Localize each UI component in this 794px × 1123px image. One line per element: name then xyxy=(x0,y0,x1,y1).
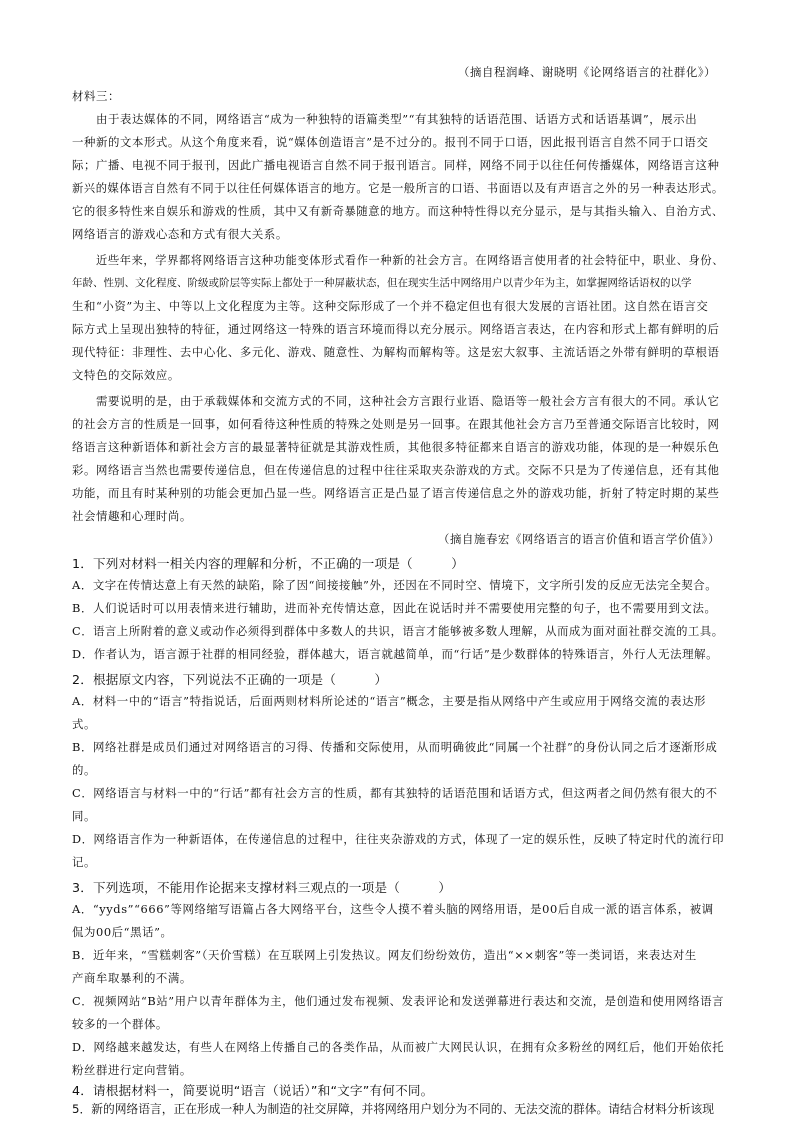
paragraph-line: 功能，而且有时某种别的功能会更加凸显一些。网络语言正是凸显了语言传递信息之外的游戏功能，折射了特定时期的某些 xyxy=(72,486,720,500)
paragraph-line: 它的很多特性来自娱乐和游戏的性质，其中又有新奇暴随意的地方。而这种特性得以充分显示，是与其指头输入、自治方式、 xyxy=(72,205,724,218)
option-c: C．视频网站“B站”用户以青年群体为主，他们通过发布视频、发表评论和发送弹幕进行表达和交流，是创造和使用网络语言 xyxy=(72,994,725,1008)
option-d-cont: 记。 xyxy=(72,855,96,869)
option-b: B．人们说话时可以用表情来进行辅助，进而补充传情达意，因此在说话时并不需要使用完整的句子，也不需要用到文法。 xyxy=(72,601,717,615)
paragraph-line: 新兴的媒体语言自然有不同于以往任何媒体语言的地方。它是一般所言的口语、书面语以及有声语言之外的另一种表达形式。 xyxy=(72,182,724,195)
paragraph-line: 生和“小资”为主、中等以上文化程度为主等。这种交际形成了一个并不稳定但也有很大发展的言语社团。这自然在语言交 xyxy=(72,299,709,313)
paragraph-line: 网络语言的游戏心态和方式有很大关系。 xyxy=(72,227,288,241)
paragraph-line: 一种新的文本形式。从这个角度来看，说“媒体创造语言”是不过分的。报刊不同于口语，因此报刊语言自然不同于口语交 xyxy=(72,135,709,149)
option-d: D．网络语言作为一种新语体，在传递信息的过程中，往往夹杂游戏的方式，体现了一定的娱乐性，反映了特定时代的流行印 xyxy=(72,833,725,846)
option-c-cont: 同。 xyxy=(72,809,96,823)
paragraph-line: 需要说明的是，由于承载媒体和交流方式的不同，这种社会方言跟行业语、隐语等一般社会方言有很大的不同。承认它 xyxy=(96,394,720,408)
paragraph-line: 社会情趣和心理时尚。 xyxy=(72,509,192,523)
paragraph-line: 络语言这种新语体和新社会方言的最显著特征就是其游戏性质，其他很多特征都来自语言的游戏功能，体现的是一种娱乐色 xyxy=(72,440,720,454)
question-1-stem: 1．下列对材料一相关内容的理解和分析，不正确的一项是（ ） xyxy=(72,556,465,571)
paragraph-line: 近些年来，学界都将网络语言这种功能变体形式看作一种新的社会方言。在网络语言使用者的社会特征中，职业、身份、 xyxy=(96,254,725,267)
source-citation-1: （摘自程润峰、谢晓明《论网络语言的社群化》） xyxy=(458,65,717,79)
option-d: D．网络越来越发达，有些人在网络上传播自己的各类作品，从而被广大网民认识，在拥有众多粉丝的网红后，他们开始依托 xyxy=(72,1041,725,1054)
option-a-cont: 式。 xyxy=(72,717,96,731)
option-a: A．材料一中的“语言”特指说话，后面两则材料所论述的“语言”概念，主要是指从网络中产生或应用于网络交流的表达形 xyxy=(72,694,707,708)
option-b-cont: 的。 xyxy=(72,763,96,777)
paragraph-line: 文特色的交际效应。 xyxy=(72,368,180,382)
option-c-cont: 较多的一个群体。 xyxy=(72,1017,168,1031)
paragraph-line: 际方式上呈现出独特的特征，通过网络这一特殊的语言环境而得以充分展示。网络语言表达，在内容和形式上都有鲜明的后 xyxy=(72,322,720,336)
option-b: B．近年来，“雪糕刺客”（天价雪糕）在互联网上引发热议。网友们纷纷效仿，造出“××刺客”等一类词语，来表达对生 xyxy=(72,948,697,962)
option-b-cont: 产商牟取暴利的不满。 xyxy=(72,971,192,985)
paragraph-line: 由于表达媒体的不同，网络语言“成为一种独特的语篇类型”“有其独特的话语范围、话语方式和话语基调”，展示出 xyxy=(96,112,698,126)
option-c: C．语言上所附着的意义或动作必须得到群体中多数人的共识，语言才能够被多数人理解，从而成为面对面社群交流的工具。 xyxy=(72,625,724,638)
paragraph-line: 彩。网络语言当然也需要传递信息，但在传递信息的过程中往往采取夹杂游戏的方式。交际不只是为了传递信息，还有其他 xyxy=(72,463,720,477)
option-a: A．“yyds”“666”等网络缩写语篇占各大网络平台，这些令人摸不着头脑的网络用语，是00后自成一派的语言体系，被调 xyxy=(72,902,714,916)
option-a: A．文字在传情达意上有天然的缺陷，除了因“间接接触”外，还因在不同时空、情境下，文字所引发的反应无法完全契合。 xyxy=(72,578,718,592)
question-3-stem: 3．下列选项，不能用作论据来支撑材料三观点的一项是（ ） xyxy=(72,880,452,895)
paragraph-line: 际；广播、电视不同于报刊，因此广播电视语言自然不同于报刊语言。同样，网络不同于以往任何传播媒体，网络语言这种 xyxy=(72,158,720,172)
option-d-cont: 粉丝群进行定向营销。 xyxy=(72,1063,192,1077)
option-d: D．作者认为，语言源于社群的相同经验，群体越大，语言就越简单，而“行话”是少数群体的特殊语言，外行人无法理解。 xyxy=(72,647,719,661)
source-citation-2: （摘自施春宏《网络语言的语言价值和语言学价值》） xyxy=(438,532,721,546)
paragraph-line: 年龄、性别、文化程度、阶级或阶层等实际上都处于一种屏蔽状态，但在现实生活中网络用户以青少年为主，如掌握网络话语权的以学 xyxy=(72,277,692,289)
option-b: B．网络社群是成员们通过对网络语言的习得、传播和交际使用，从而明确彼此“同属一个社群”的身份认同之后才逐渐形成 xyxy=(72,740,718,754)
paragraph-line: 现代特征：非理性、去中心化、多元化、游戏、随意性、为解构而解构等。这是宏大叙事、主流话语之外带有鲜明的草根语 xyxy=(72,345,720,359)
option-a-cont: 侃为00后“黑话”。 xyxy=(72,925,173,939)
paragraph-line: 的社会方言的性质是一回事，如何看待这种性质的特殊之处则是另一回事。在跟其他社会方言乃至普通交际语言比较时，网 xyxy=(72,417,720,431)
question-5-stem: 5．新的网络语言，正在形成一种人为制造的社交屏障，并将网络用户划分为不同的、无法交流的群体。请结合材料分析该现 xyxy=(72,1102,714,1116)
question-2-stem: 2．根据原文内容，下列说法不正确的一项是（ ） xyxy=(72,672,388,687)
section-heading-material-3: 材料三： xyxy=(72,89,120,103)
question-4-stem: 4．请根据材料一，简要说明“语言（说话）”和“文字”有何不同。 xyxy=(72,1083,434,1098)
option-c: C．网络语言与材料一中的“行话”都有社会方言的性质，都有其独特的话语范围和话语方式，但这两者之间仍然有很大的不 xyxy=(72,786,718,800)
